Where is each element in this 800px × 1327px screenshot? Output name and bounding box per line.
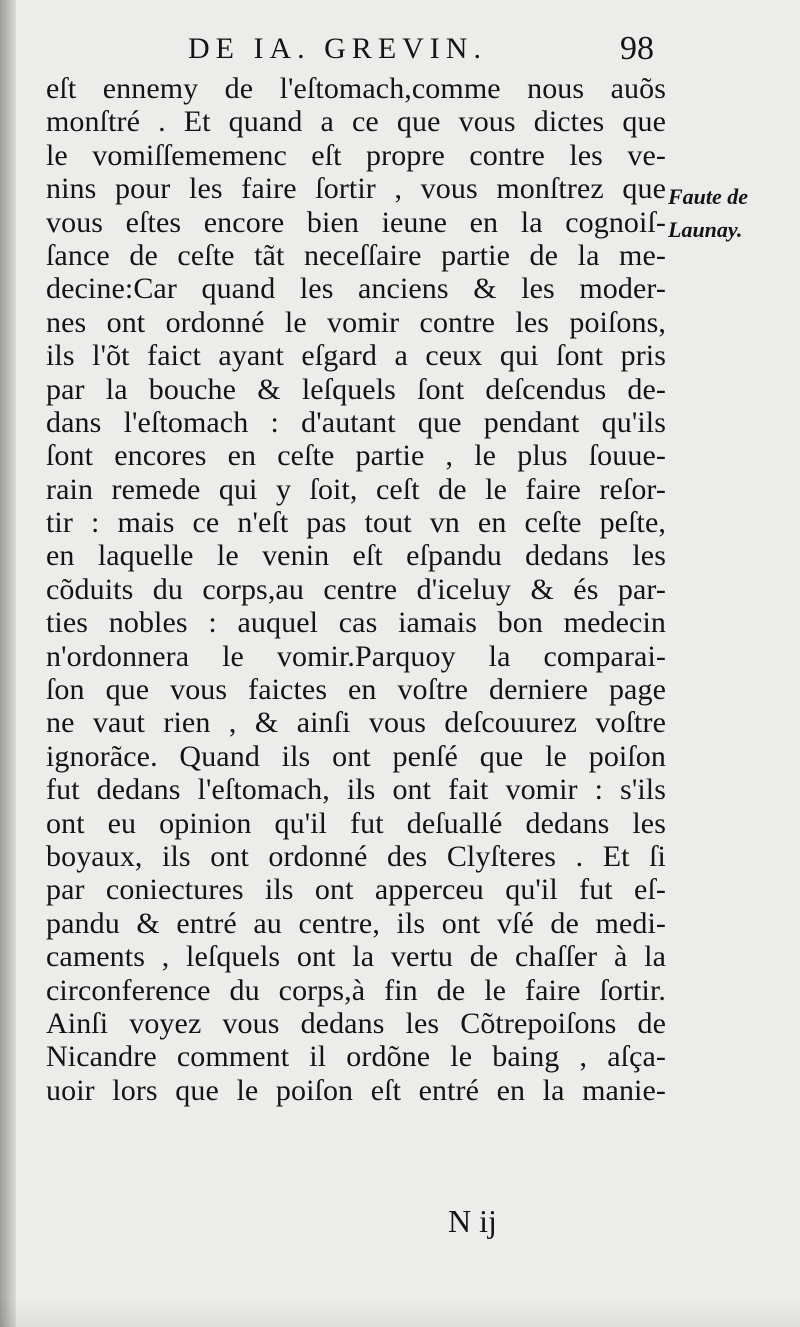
text-line: uoir lors que le poiſon eſt entré en la manie- (46, 1073, 666, 1107)
text-line: ties nobles : auquel cas iamais bon medecin (46, 606, 666, 640)
text-line: par la bouche & leſquels ſont deſcendus de- (46, 372, 666, 406)
text-line: ignorãce. Quand ils ont penſé que le poiſon (46, 739, 666, 773)
text-line: vous eſtes encore bien ieune en la cognoiſ- (46, 205, 666, 239)
margin-note-line: Faute de (668, 184, 749, 209)
text-line: ils l'õt faict ayant eſgard a ceux qui ſont pris (46, 339, 666, 373)
text-line: Ainſi voyez vous dedans les Cõtrepoiſons de (46, 1006, 666, 1040)
margin-note-line: Launay. (668, 217, 743, 243)
text-line: ſon que vous faictes en voſtre derniere page (46, 673, 666, 707)
text-line: ſont encores en ceſte partie , le plus ſouue- (46, 439, 666, 473)
page-bottom-shade (0, 1297, 800, 1327)
text-line: Nicandre comment il ordõne le baing , aſça- (46, 1040, 666, 1074)
text-line: dans l'eſtomach : d'autant que pendant qu'ils (46, 405, 666, 439)
text-line: le vomiſſememenc eſt propre contre les ve- (46, 138, 666, 172)
text-line: caments , leſquels ont la vertu de chaſſer à la (46, 940, 666, 974)
text-line: fut dedans l'eſtomach, ils ont fait vomir : s'ils (46, 773, 666, 807)
page-number: 98 (620, 30, 654, 67)
text-line: ſance de ceſte tãt neceſſaire partie de la me- (46, 238, 666, 272)
text-line: nes ont ordonné le vomir contre les poiſons, (46, 305, 666, 339)
text-line: monſtré . Et quand a ce que vous dictes que (46, 105, 666, 139)
body-text (46, 72, 666, 1107)
text-line: nins pour les faire ſortir , vous monſtrez que (46, 172, 666, 206)
text-line: tir : mais ce n'eſt pas tout vn en ceſte peſte, (46, 506, 666, 540)
text-line: cõduits du corps,au centre d'iceluy & és par- (46, 572, 666, 606)
gutter-shadow (0, 0, 16, 1327)
text-line: decine:Car quand les anciens & les moder- (46, 272, 666, 306)
text-line: rain remede qui y ſoit, ceſt de le faire reſor- (46, 472, 666, 506)
text-line: n'ordonnera le vomir.Parquoy la comparai- (46, 639, 666, 673)
text-line: par coniectures ils ont apperceu qu'il fut eſ- (46, 873, 666, 907)
text-line: boyaux, ils ont ordonné des Clyſteres . Et ſi (46, 839, 666, 873)
text-line: eſt ennemy de l'eſtomach,comme nous auõs (46, 72, 666, 105)
running-head (0, 30, 800, 70)
text-line: ont eu opinion qu'il fut deſuallé dedans les (46, 806, 666, 840)
text-line: ne vaut rien , & ainſi vous deſcouurez voſtre (46, 706, 666, 740)
text-line: circonference du corps,à fin de le faire ſortir. (46, 973, 666, 1007)
text-line: pandu & entré au centre, ils ont vſé de medi- (46, 906, 666, 940)
signature-mark: N ij (448, 1203, 497, 1239)
margin-note (668, 180, 796, 247)
text-line: en laquelle le venin eſt eſpandu dedans les (46, 539, 666, 573)
running-head-title: DE IA. GREVIN. (188, 32, 487, 65)
